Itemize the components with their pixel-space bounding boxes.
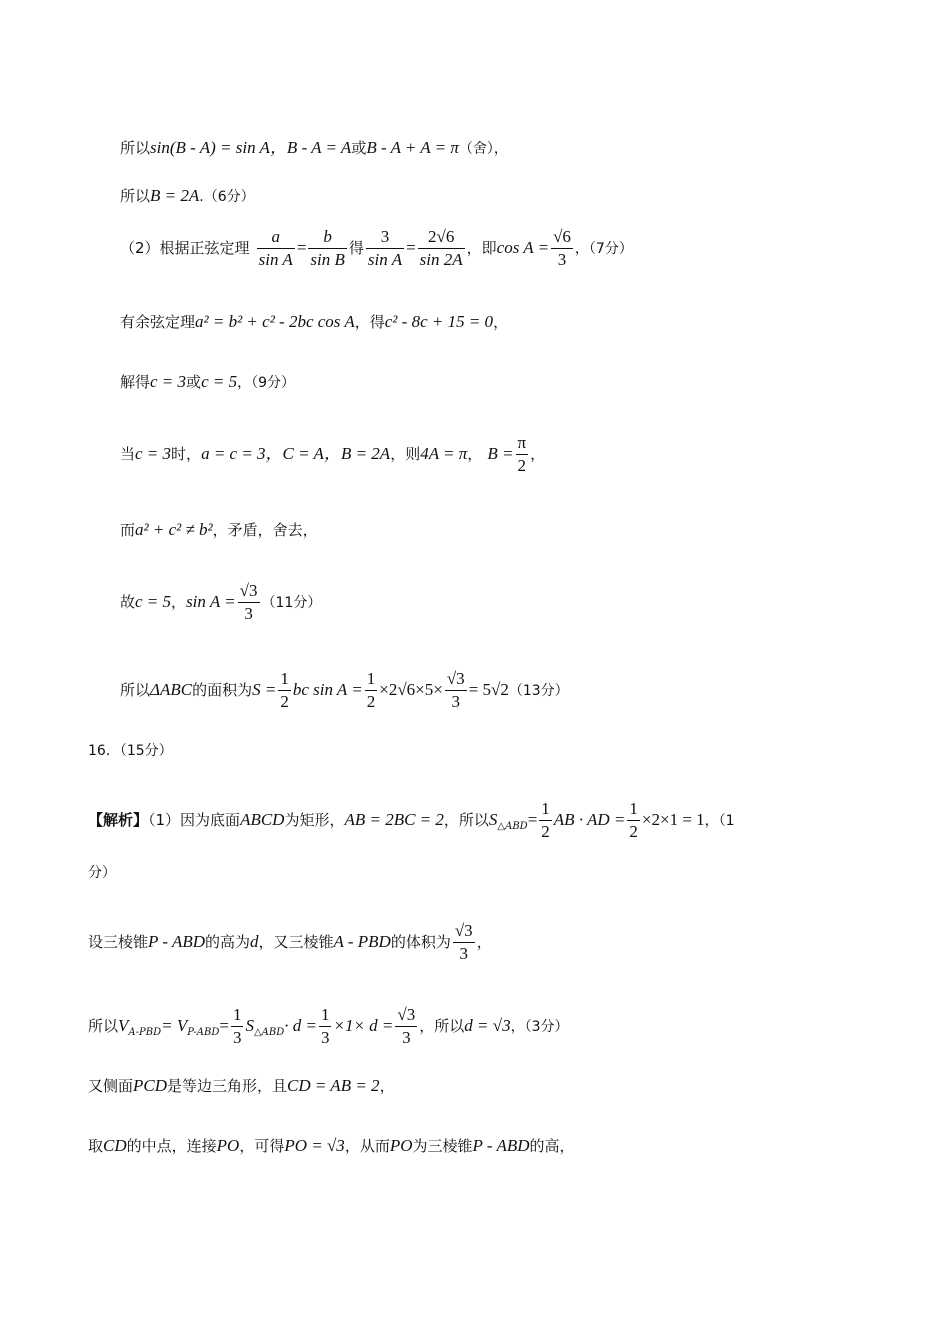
- solution-line-11: [88, 798, 735, 843]
- text: ，: [379, 1077, 395, 1095]
- formula: bc sin A =: [292, 680, 363, 699]
- text: （1）因为底面: [148, 811, 241, 829]
- formula: S =: [252, 680, 277, 699]
- formula: c = 3: [135, 444, 172, 463]
- text: 所以: [88, 1017, 119, 1035]
- formula: = 5√2: [468, 680, 509, 699]
- formula: ×1× d =: [333, 1016, 394, 1035]
- score-note: （13分）: [508, 683, 569, 699]
- solution-line-6: [120, 432, 545, 477]
- subscript: △ABD: [253, 1027, 285, 1038]
- formula: PO = √3: [284, 1136, 345, 1155]
- formula: sin(B - A) = sin A: [150, 138, 270, 157]
- text: 或: [351, 139, 367, 157]
- formula: CD = AB = 2: [287, 1076, 380, 1095]
- score-note: （11分）: [261, 595, 322, 611]
- solution-line-15: [88, 1076, 395, 1096]
- text: 所以: [120, 681, 151, 699]
- solution-line-4: [120, 312, 508, 332]
- score-note: 分）: [88, 865, 116, 881]
- solution-line-13: [88, 920, 492, 965]
- text: 的体积为: [390, 933, 451, 951]
- text: ，所以: [443, 811, 489, 829]
- solution-line-12: [88, 862, 116, 883]
- text: ，即: [466, 239, 497, 257]
- text: ，: [530, 445, 546, 463]
- fraction: $\frac{1}{2}$: [629, 799, 638, 841]
- text: 的高为: [205, 933, 251, 951]
- text: ，: [493, 313, 509, 331]
- formula: c = 5: [135, 592, 172, 611]
- formula: a = c = 3，C = A，B = 2A: [201, 444, 391, 463]
- text: ，: [467, 445, 483, 463]
- fraction: $\frac{b}{\text{sin B}}$: [310, 227, 345, 269]
- text: ，从而: [344, 1137, 390, 1155]
- fraction: $\frac{a}{\text{sin A}}$: [258, 227, 293, 269]
- solution-line-7: [120, 520, 318, 540]
- solution-line-8: [120, 580, 321, 625]
- text: 得: [348, 239, 364, 257]
- text: ，所以: [419, 1017, 465, 1035]
- formula: c² - 8c + 15 = 0: [384, 312, 494, 331]
- fraction: $\frac{1}{2}$: [366, 669, 376, 711]
- fraction: $\frac{\pi}{2}$: [517, 433, 527, 475]
- formula: CD: [103, 1136, 127, 1155]
- formula: S: [488, 810, 498, 829]
- formula: V: [118, 1016, 129, 1035]
- text: 设三棱锥: [88, 933, 149, 951]
- formula: B =: [487, 444, 514, 463]
- subscript: △ABD: [497, 821, 528, 832]
- solution-line-14: [88, 1004, 569, 1049]
- solution-line-2: [120, 186, 255, 207]
- formula: P - ABD: [148, 932, 205, 951]
- text: 的面积为: [192, 681, 253, 699]
- text: 的高，: [529, 1137, 575, 1155]
- formula: =: [219, 1016, 229, 1035]
- score-note: ，（1: [704, 813, 735, 829]
- text: 解得: [120, 373, 151, 391]
- formula: A - PBD: [333, 932, 391, 951]
- formula: ，B - A = A: [269, 138, 352, 157]
- text: 是等边三角形，且: [167, 1077, 288, 1095]
- formula: S: [245, 1016, 254, 1035]
- text: 时，: [171, 445, 202, 463]
- text: 又侧面: [88, 1077, 134, 1095]
- formula: sin A =: [186, 592, 236, 611]
- formula: · d =: [284, 1016, 317, 1035]
- formula: ×2×1 = 1: [641, 810, 705, 829]
- formula: B - A + A = π: [366, 138, 459, 157]
- solution-line-5: [120, 372, 295, 393]
- solution-line-16: [88, 1136, 575, 1156]
- formula: a² + c² ≠ b²: [135, 520, 213, 539]
- text: 故: [120, 593, 136, 611]
- text: ，又三棱锥: [258, 933, 334, 951]
- subscript: A-PBD: [128, 1027, 162, 1038]
- formula: PCD: [133, 1076, 168, 1095]
- fraction: $\frac{√3}{3}$: [446, 669, 465, 711]
- solution-line-1: [120, 138, 508, 159]
- text: ，矛盾，舍去，: [212, 521, 318, 539]
- score-note: ，（7分）: [574, 241, 633, 257]
- text: 的中点，连接: [126, 1137, 217, 1155]
- formula: cos A =: [496, 238, 550, 257]
- formula: d = √3: [464, 1016, 511, 1035]
- formula: 4A = π: [420, 444, 468, 463]
- fraction: $\frac{√3}{3}$: [454, 921, 473, 963]
- text: ，得: [354, 313, 385, 331]
- text: 而: [120, 521, 136, 539]
- formula: B = 2A: [150, 186, 200, 205]
- fraction: $\frac{2√6}{\sin 2A}$: [419, 227, 463, 269]
- formula: =: [527, 810, 538, 829]
- formula: PO: [216, 1136, 240, 1155]
- score-note: .（6分）: [199, 189, 255, 205]
- fraction: $\frac{√6}{3}$: [553, 227, 571, 269]
- fraction: $\frac{1}{2}$: [541, 799, 550, 841]
- formula: ×2√6×5×: [379, 680, 443, 699]
- text: 所以: [120, 187, 151, 205]
- text: 16．（15分）: [88, 743, 173, 759]
- text: 为矩形，: [284, 811, 345, 829]
- formula: AB · AD =: [553, 810, 626, 829]
- text: 或: [186, 373, 202, 391]
- subscript: P-ABD: [187, 1027, 220, 1038]
- analysis-label: 【解析】: [88, 811, 149, 829]
- text: 所以: [120, 139, 151, 157]
- text: 当: [120, 445, 136, 463]
- fraction: $\frac{1}{3}$: [320, 1005, 330, 1047]
- score-note: ，（9分）: [237, 375, 296, 391]
- text: 有余弦定理: [120, 313, 196, 331]
- score-note: ，（3分）: [510, 1019, 569, 1035]
- fraction: $\frac{√3}{3}$: [397, 1005, 416, 1047]
- text: ，: [171, 593, 187, 611]
- fraction: $\frac{3}{\text{sin A}}$: [367, 227, 403, 269]
- note: （舍），: [458, 141, 508, 157]
- formula: d: [250, 932, 259, 951]
- solution-line-9: [120, 668, 569, 713]
- formula: c = 5: [201, 372, 238, 391]
- problem-16-heading: [88, 740, 173, 761]
- text: 取: [88, 1137, 104, 1155]
- solution-line-3: （2）根据正弦定理 $\frac{a}{\text{sin A}}$ = $\frac{b}{\text{sin B}}$ 得 $\frac{3}{\text{sin A}}$ = $\frac{2√6}{\sin 2A}$ ，即cos A = $\frac{√6}{3}$ ，（7分）: [120, 227, 633, 269]
- formula: a² = b² + c² - 2bc cos A: [195, 312, 355, 331]
- formula: AB = 2BC = 2: [344, 810, 444, 829]
- fraction: $\frac{√3}{3}$: [239, 581, 258, 623]
- formula: PO: [389, 1136, 413, 1155]
- formula: P - ABD: [472, 1136, 530, 1155]
- formula: = V: [161, 1016, 188, 1035]
- text: ，: [476, 933, 492, 951]
- fraction: $\frac{1}{3}$: [232, 1005, 242, 1047]
- text: 为三棱锥: [412, 1137, 473, 1155]
- text: （2）根据正弦定理: [120, 239, 250, 257]
- text: ，可得: [239, 1137, 285, 1155]
- fraction: $\frac{1}{2}$: [280, 669, 289, 711]
- formula: ABCD: [240, 810, 285, 829]
- formula: c = 3: [150, 372, 187, 391]
- formula: ΔABC: [150, 680, 193, 699]
- text: ，则: [390, 445, 421, 463]
